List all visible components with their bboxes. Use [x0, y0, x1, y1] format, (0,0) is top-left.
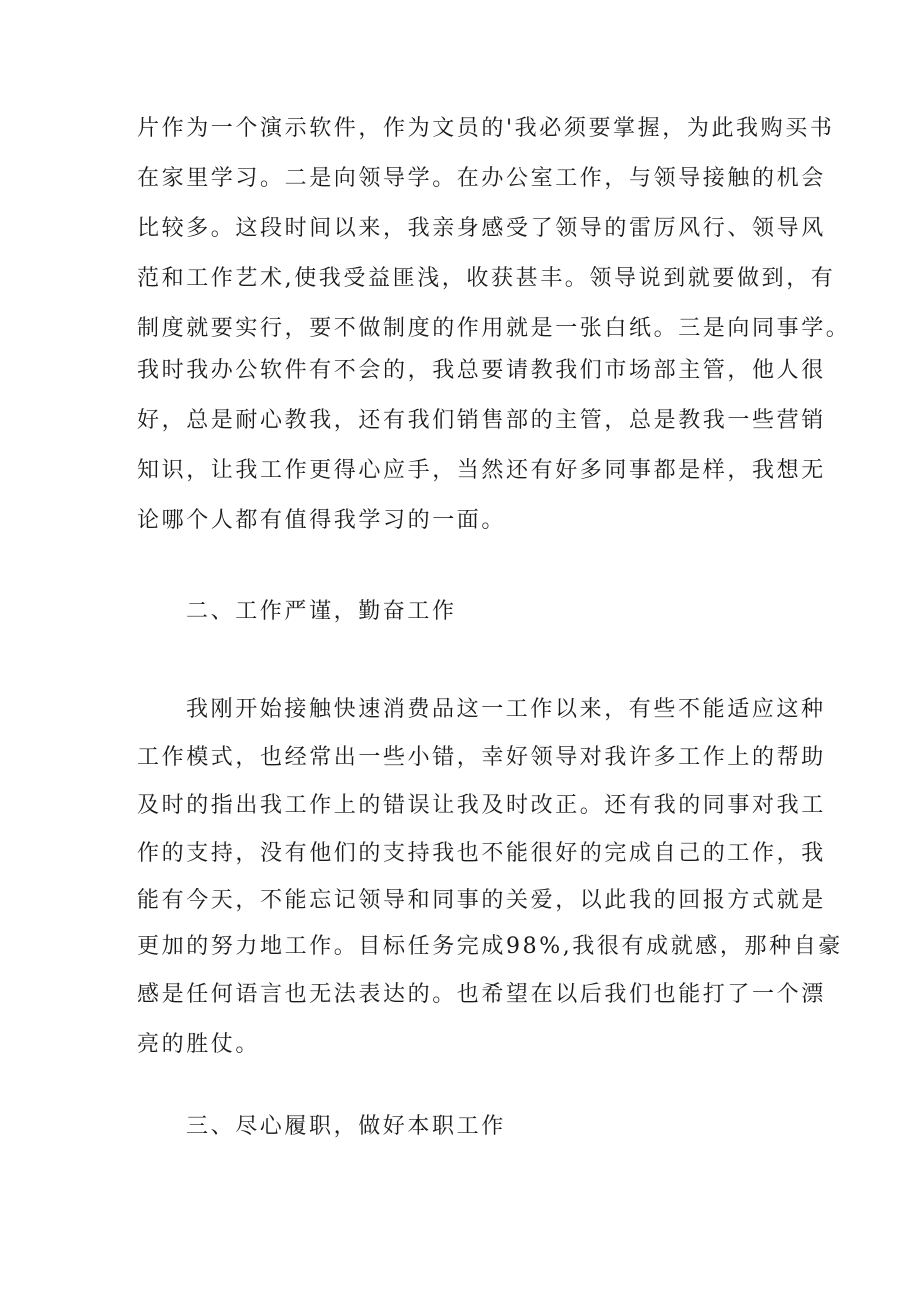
section-heading-2: 二、工作严谨，勤奋工作 [186, 599, 457, 624]
paragraph-1-line-9: 论哪个人都有值得我学习的一面。 [137, 508, 507, 533]
paragraph-1-line-3: 比较多。这段时间以来，我亲身感受了领导的雷厉风行、领导风 [137, 216, 826, 241]
paragraph-1-line-4: 范和工作艺术,使我受益匪浅，收获甚丰。领导说到就要做到，有 [137, 266, 836, 291]
paragraph-2-line-8: 亮的胜仗。 [137, 1032, 261, 1057]
paragraph-1-line-5: 制度就要实行，要不做制度的作用就是一张白纸。三是向同事学。 [137, 316, 851, 341]
paragraph-2-line-5: 能有今天，不能忘记领导和同事的关爱，以此我的回报方式就是 [137, 888, 826, 913]
paragraph-2-line-4: 作的支持，没有他们的支持我也不能很好的完成自己的工作，我 [137, 841, 826, 866]
paragraph-2-line-7: 感是任何语言也无法表达的。也希望在以后我们也能打了一个漂 [137, 982, 826, 1007]
paragraph-2-line-3: 及时的指出我工作上的错误让我及时改正。还有我的同事对我工 [137, 793, 826, 818]
paragraph-1-line-2: 在家里学习。二是向领导学。在办公室工作，与领导接触的机会 [137, 166, 826, 191]
paragraph-1-line-8: 知识，让我工作更得心应手，当然还有好多同事都是样，我想无 [137, 458, 826, 483]
section-heading-3: 三、尽心履职，做好本职工作 [186, 1114, 506, 1139]
paragraph-2-line-1: 我刚开始接触快速消费品这一工作以来，有些不能适应这种 [186, 697, 826, 722]
paragraph-1-line-1: 片作为一个演示软件，作为文员的'我必须要掌握，为此我购买书 [137, 116, 835, 141]
paragraph-2-line-2: 工作模式，也经常出一些小错，幸好领导对我许多工作上的帮助 [137, 745, 826, 770]
paragraph-1-line-6: 我时我办公软件有不会的，我总要请教我们市场部主管，他人很 [137, 358, 826, 383]
paragraph-2-line-6: 更加的努力地工作。目标任务完成98%,我很有成就感，那种自豪 [137, 934, 843, 959]
paragraph-1-line-7: 好，总是耐心教我，还有我们销售部的主管，总是教我一些营销 [137, 408, 826, 433]
